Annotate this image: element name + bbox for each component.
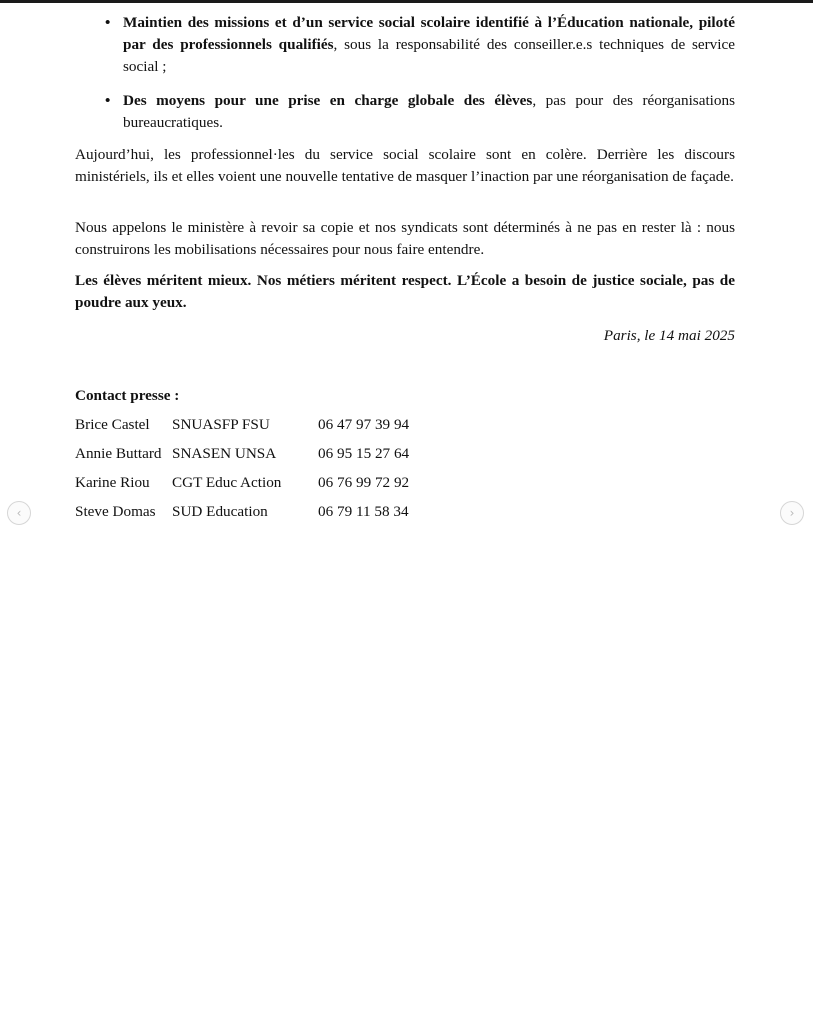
paragraph-anger: Aujourd’hui, les professionnel·les du service social scolaire sont en colère. Derrière les discours ministériels, ils et elles voient une nouvelle tentative de masquer l’inaction par une réorganisation de façade. — [75, 146, 735, 185]
contact-phone: 06 47 97 39 94 — [318, 415, 410, 433]
chevron-right-icon: › — [789, 506, 795, 520]
contact-table — [73, 410, 409, 526]
contact-union: CGT Educ Action — [172, 473, 282, 491]
list-item-demand-1 — [75, 12, 735, 78]
paragraph-appeal: Nous appelons le ministère à revoir sa copie et nos syndicats sont déterminés à ne pas en rester là : nous construirons les mobilisations nécessaires pour nous faire entendre. — [75, 219, 735, 258]
table-row — [73, 410, 409, 439]
demand-2-bold: Des moyens pour une prise en charge globale des élèves — [123, 92, 533, 109]
demand-1-bold: Maintien des missions et d’un service social scolaire identifié à l’Éducation nationale, piloté par des professionnels qualifiés — [123, 14, 735, 53]
previous-page-button[interactable] — [7, 501, 31, 525]
demand-2-text: , pas pour des réorganisations bureaucratiques. — [123, 92, 735, 131]
contact-phone: 06 95 15 27 64 — [318, 444, 410, 462]
demand-1-text: , sous la responsabilité des conseiller.e.s techniques de service social ; — [123, 36, 735, 75]
contact-name: Annie Buttard — [75, 444, 162, 462]
list-item-demand-2 — [75, 90, 735, 134]
contact-phone: 06 76 99 72 92 — [318, 473, 410, 491]
bullet-icon: • — [105, 92, 111, 109]
table-row — [73, 468, 409, 497]
demand-list-2 — [75, 90, 735, 134]
dateline: Paris, le 14 mai 2025 — [603, 327, 735, 344]
contact-name: Karine Riou — [75, 473, 150, 491]
contact-phone: 06 79 11 58 34 — [318, 502, 409, 520]
conclusion-statement: Les élèves méritent mieux. Nos métiers méritent respect. L’École a besoin de justice sociale, pas de poudre aux yeux. — [75, 272, 735, 311]
top-divider — [0, 0, 813, 3]
bullet-icon: • — [105, 14, 111, 31]
contact-title: Contact presse : — [75, 387, 180, 404]
table-row — [73, 439, 409, 468]
demand-list-1 — [75, 12, 735, 78]
contact-name: Steve Domas — [75, 502, 156, 520]
contact-name: Brice Castel — [75, 415, 150, 433]
contact-union: SNUASFP FSU — [172, 415, 270, 433]
contact-union: SUD Education — [172, 502, 268, 520]
next-page-button[interactable] — [780, 501, 804, 525]
chevron-left-icon: ‹ — [16, 506, 22, 520]
contact-union: SNASEN UNSA — [172, 444, 277, 462]
table-row — [73, 497, 409, 526]
